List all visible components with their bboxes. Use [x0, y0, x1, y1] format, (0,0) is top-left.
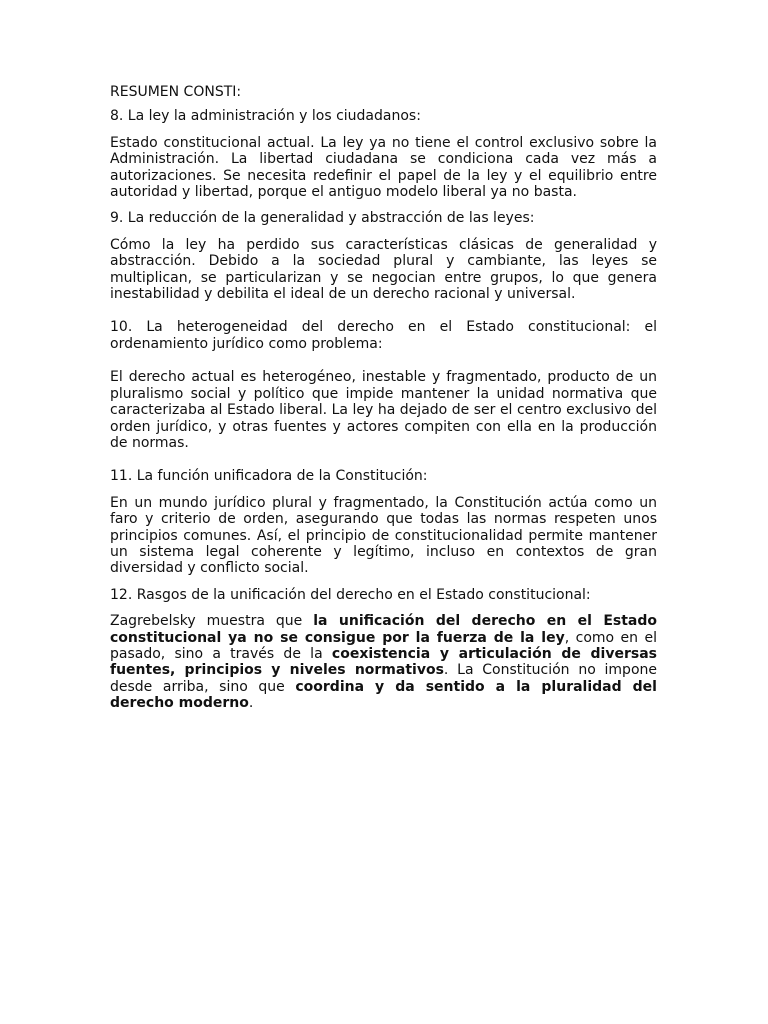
section-body-10: El derecho actual es heterogéneo, inestable y fragmentado, producto de un pluralismo social y político que impide mantener la unidad normativa que caracterizaba al Estado liberal. La ley ha dejado de ser el centro exclusivo del orden jurídico, y otras fuentes y actores compiten con ella en la producción de normas.: [110, 369, 657, 451]
section-heading-9: 9. La reducción de la generalidad y abstracción de las leyes:: [110, 210, 535, 227]
bold-text-segment: coordina y da sentido a la pluralidad del derecho moderno: [110, 678, 657, 712]
body-text-segment: . La Constitución no impone desde arriba, sino que: [110, 662, 657, 695]
body-text-segment: Zagrebelsky muestra que: [110, 613, 314, 630]
section-body-11: En un mundo jurídico plural y fragmentado, la Constitución actúa como un faro y criterio de orden, asegurando que todas las normas respeten unos principios comunes. Así, el principio de constitucionalidad permite mantener un sistema legal coherente y legítimo, incluso en contextos de gran diversidad y conflicto social.: [110, 494, 657, 577]
section-heading-10: 10. La heterogeneidad del derecho en el Estado constitucional: el ordenamiento jurídico como problema:: [110, 319, 657, 352]
section-heading-12: 12. Rasgos de la unificación del derecho en el Estado constitucional:: [110, 586, 591, 603]
document-title: RESUMEN CONSTI:: [110, 84, 242, 100]
section-heading-8: 8. La ley la administración y los ciudadanos:: [110, 108, 421, 125]
section-body-12: [110, 613, 657, 711]
bold-text-segment: coexistencia y articulación de diversas fuentes, principios y niveles normativos: [110, 645, 657, 679]
section-body-8: Estado constitucional actual. La ley ya no tiene el control exclusivo sobre la Administración. La libertad ciudadana se condiciona cada vez más a autorizaciones. Se necesita redefinir el papel de la ley y el equilibrio entre autoridad y libertad, porque el antiguo modelo liberal ya no basta.: [110, 134, 657, 201]
bold-text-segment: la unificación del derecho en el Estado constitucional ya no se consigue por la fuerza de la ley: [110, 613, 657, 646]
section-heading-11: 11. La función unificadora de la Constitución:: [110, 468, 428, 485]
body-text-segment: , como en el pasado, sino a través de la: [110, 629, 658, 662]
section-body-9: Cómo la ley ha perdido sus características clásicas de generalidad y abstracción. Debido a la sociedad plural y cambiante, las leyes se multiplican, se particularizan y se negocian entre grupos, lo que genera inestabilidad y debilita el ideal de un derecho racional y universal.: [110, 236, 657, 303]
document-content: [110, 84, 657, 722]
body-text-segment: .: [248, 695, 254, 712]
